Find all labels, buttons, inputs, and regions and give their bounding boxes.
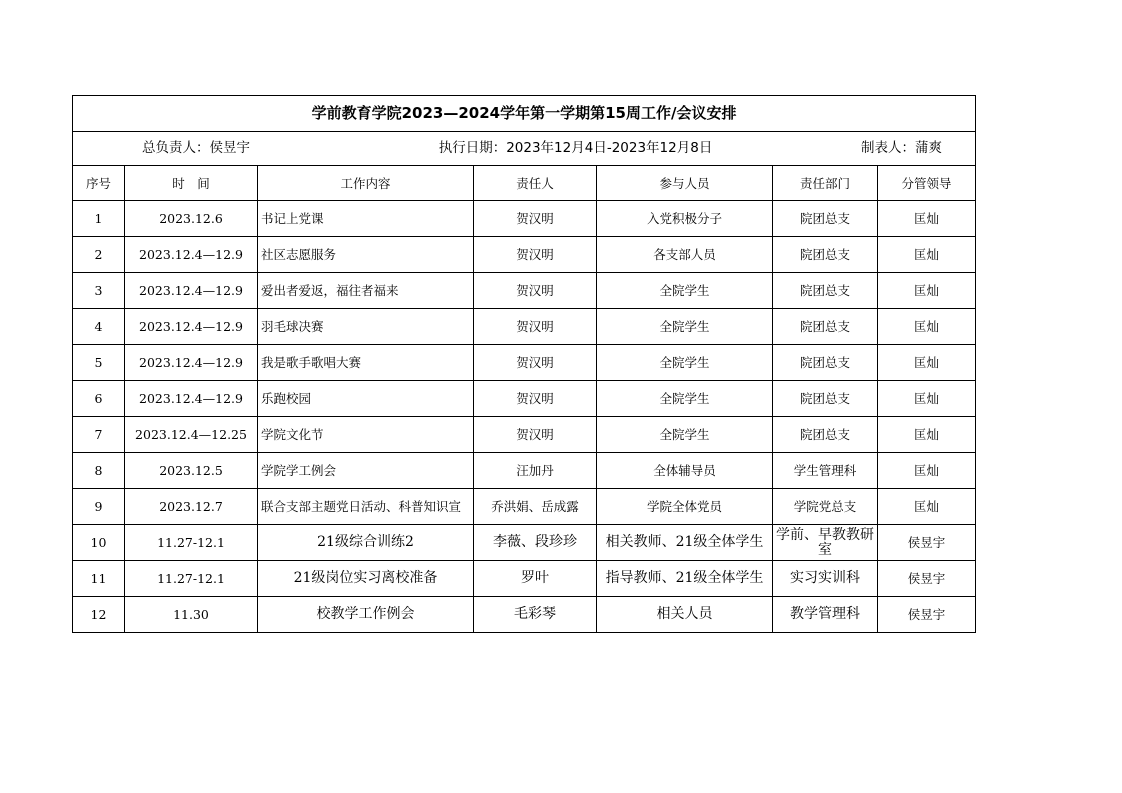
cell-owner: 毛彩琴 [474,597,597,633]
cell-content: 学院学工例会 [258,453,474,489]
cell-participants: 指导教师、21级全体学生 [597,561,773,597]
cell-content: 社区志愿服务 [258,237,474,273]
maker-label: 制表人：蒲爽 [861,140,943,156]
cell-dept: 院团总支 [773,237,878,273]
sheet-title: 学前教育学院2023—2024学年第一学期第15周工作/会议安排 [73,96,976,132]
meta-cell [73,132,976,166]
table-row [73,417,976,453]
cell-owner: 贺汉明 [474,381,597,417]
col-header-lead: 分管领导 [878,166,976,201]
cell-lead: 匡灿 [878,417,976,453]
table-row [73,345,976,381]
cell-lead: 侯昱宇 [878,561,976,597]
col-header-no: 序号 [73,166,125,201]
cell-content: 联合支部主题党日活动、科普知识宣 [258,489,474,525]
cell-content: 爱出者爱返，福往者福来 [258,273,474,309]
cell-participants: 全院学生 [597,345,773,381]
cell-participants: 全院学生 [597,417,773,453]
cell-no: 9 [73,489,125,525]
cell-dept: 院团总支 [773,381,878,417]
col-header-owner: 责任人 [474,166,597,201]
cell-lead: 匡灿 [878,345,976,381]
cell-content: 我是歌手歌唱大赛 [258,345,474,381]
schedule-table [72,95,976,633]
cell-participants: 全院学生 [597,273,773,309]
cell-time: 2023.12.4—12.9 [125,309,258,345]
cell-content: 21级综合训练2 [258,525,474,561]
cell-participants: 相关人员 [597,597,773,633]
cell-dept: 院团总支 [773,417,878,453]
cell-dept: 学前、早教教研室 [773,525,878,561]
table-row [73,201,976,237]
col-header-participants: 参与人员 [597,166,773,201]
cell-participants: 入党积极分子 [597,201,773,237]
cell-participants: 全体辅导员 [597,453,773,489]
cell-dept: 院团总支 [773,201,878,237]
cell-owner: 罗叶 [474,561,597,597]
cell-content: 书记上党课 [258,201,474,237]
cell-lead: 匡灿 [878,453,976,489]
col-header-content: 工作内容 [258,166,474,201]
table-row [73,273,976,309]
table-row [73,453,976,489]
col-header-dept: 责任部门 [773,166,878,201]
cell-time: 2023.12.5 [125,453,258,489]
cell-no: 1 [73,201,125,237]
cell-dept: 学生管理科 [773,453,878,489]
cell-no: 7 [73,417,125,453]
cell-dept: 实习实训科 [773,561,878,597]
cell-no: 5 [73,345,125,381]
table-row [73,597,976,633]
cell-time: 11.30 [125,597,258,633]
cell-lead: 侯昱宇 [878,597,976,633]
cell-time: 2023.12.6 [125,201,258,237]
table-row [73,381,976,417]
cell-owner: 乔洪娟、岳成露 [474,489,597,525]
cell-dept: 教学管理科 [773,597,878,633]
cell-no: 12 [73,597,125,633]
cell-owner: 李薇、段珍珍 [474,525,597,561]
leader-label: 总负责人：侯昱宇 [142,140,250,156]
cell-owner: 贺汉明 [474,417,597,453]
cell-participants: 相关教师、21级全体学生 [597,525,773,561]
cell-owner: 贺汉明 [474,273,597,309]
cell-lead: 匡灿 [878,273,976,309]
cell-lead: 匡灿 [878,489,976,525]
col-header-time: 时 间 [125,166,258,201]
cell-content: 乐跑校园 [258,381,474,417]
cell-lead: 匡灿 [878,309,976,345]
cell-content: 21级岗位实习离校准备 [258,561,474,597]
cell-participants: 各支部人员 [597,237,773,273]
cell-lead: 匡灿 [878,201,976,237]
cell-dept: 学院党总支 [773,489,878,525]
table-row [73,489,976,525]
cell-no: 4 [73,309,125,345]
cell-owner: 贺汉明 [474,237,597,273]
cell-owner: 贺汉明 [474,309,597,345]
cell-time: 2023.12.4—12.25 [125,417,258,453]
cell-dept: 院团总支 [773,309,878,345]
title-row [73,96,976,132]
cell-owner: 汪加丹 [474,453,597,489]
table-row [73,525,976,561]
header-row [73,166,976,201]
cell-owner: 贺汉明 [474,201,597,237]
cell-lead: 侯昱宇 [878,525,976,561]
table-row [73,561,976,597]
cell-content: 校教学工作例会 [258,597,474,633]
date-label: 执行日期：2023年12月4日-2023年12月8日 [438,140,713,156]
cell-no: 11 [73,561,125,597]
cell-dept: 院团总支 [773,273,878,309]
cell-lead: 匡灿 [878,237,976,273]
cell-lead: 匡灿 [878,381,976,417]
cell-time: 11.27-12.1 [125,561,258,597]
meta-row [73,132,976,166]
cell-no: 2 [73,237,125,273]
cell-content: 学院文化节 [258,417,474,453]
cell-content: 羽毛球决赛 [258,309,474,345]
cell-no: 6 [73,381,125,417]
cell-time: 2023.12.4—12.9 [125,273,258,309]
table-row [73,309,976,345]
cell-no: 10 [73,525,125,561]
cell-no: 3 [73,273,125,309]
cell-dept: 院团总支 [773,345,878,381]
cell-time: 2023.12.4—12.9 [125,381,258,417]
cell-participants: 学院全体党员 [597,489,773,525]
cell-time: 11.27-12.1 [125,525,258,561]
cell-participants: 全院学生 [597,309,773,345]
cell-time: 2023.12.4—12.9 [125,237,258,273]
cell-owner: 贺汉明 [474,345,597,381]
cell-participants: 全院学生 [597,381,773,417]
table-row [73,237,976,273]
cell-time: 2023.12.7 [125,489,258,525]
cell-time: 2023.12.4—12.9 [125,345,258,381]
cell-no: 8 [73,453,125,489]
